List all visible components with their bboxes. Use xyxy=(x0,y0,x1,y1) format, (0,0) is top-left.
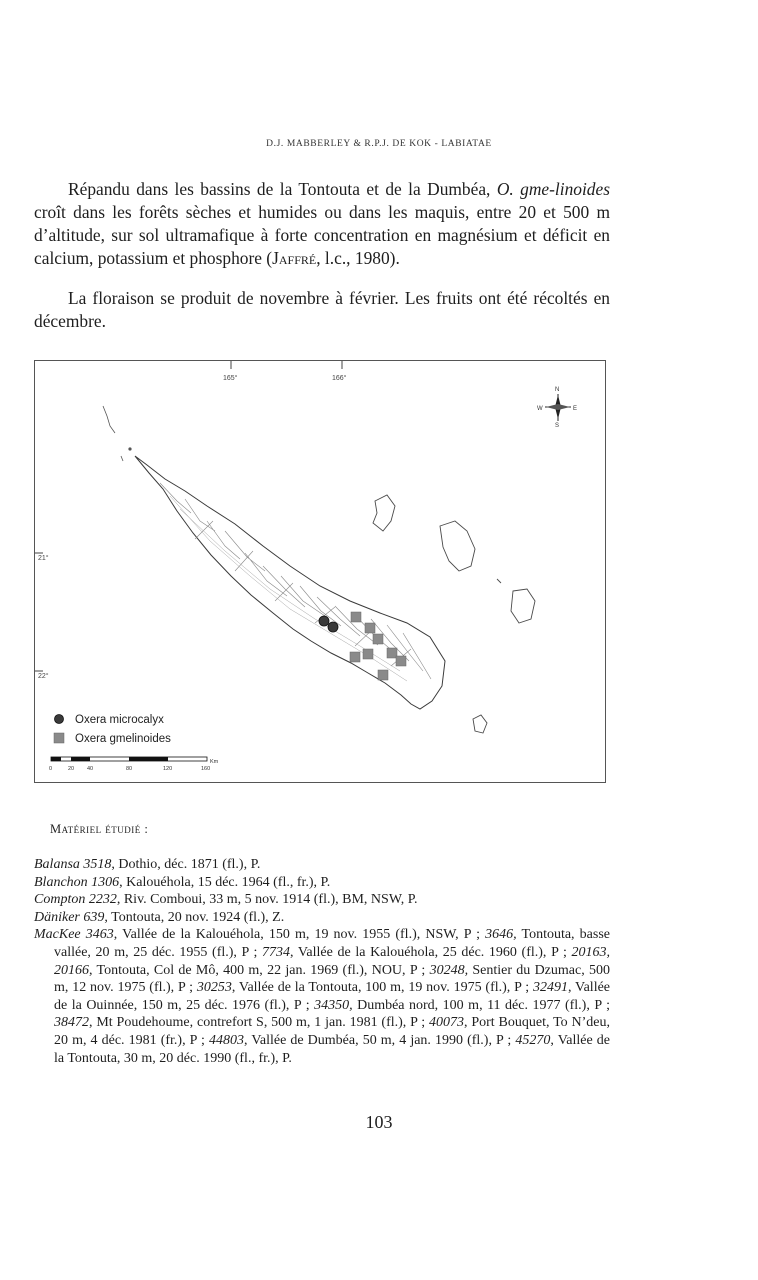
legend-marker-gmelinoides xyxy=(54,733,64,743)
lat-label-22: 22° xyxy=(38,673,49,680)
scale-tick-80: 80 xyxy=(126,766,133,772)
gmelinoides-occurrence xyxy=(365,623,375,633)
collector: Blanchon 1306 xyxy=(34,874,120,890)
northern-islets xyxy=(103,406,131,461)
p1-text-a: Répandu dans les bassins de la Tontouta et de la Dumbéa, xyxy=(68,179,497,199)
distribution-paragraph xyxy=(34,178,610,270)
scale-tick-120: 120 xyxy=(163,766,173,772)
specimen-details: , Vallée de la Ouinnée, 150 m, 25 déc. 1976 (fl.), P ; xyxy=(54,980,611,1013)
compass-n: N xyxy=(555,387,560,393)
gmelinoides-occurrence xyxy=(351,612,361,622)
specimen-details: Sentier du Dzumac, 500 m, 12 nov. 1975 (fl.), P ; xyxy=(54,962,611,996)
species-name: O. gme-linoides xyxy=(496,179,610,199)
gmelinoides-occurrence xyxy=(363,649,373,659)
specimen-entry-mackee xyxy=(34,926,610,1067)
specimen-entry xyxy=(34,909,610,927)
scale-tick-40: 40 xyxy=(87,766,94,772)
cited-author: Jaffré xyxy=(272,248,317,268)
specimen-details: , Vallée de la Kalouéhola, 25 déc. 1960 (fl.), P ; xyxy=(289,944,572,960)
microcalyx-occurrence xyxy=(328,622,338,632)
specimen-entry xyxy=(34,856,610,874)
gmelinoides-occurrence xyxy=(396,656,406,666)
lon-label-165: 165° xyxy=(223,375,238,382)
collector: Balansa 3518 xyxy=(34,857,112,872)
loyalty-islands xyxy=(373,495,535,623)
compass-e: E xyxy=(573,406,578,412)
collection-number: 34350, xyxy=(314,997,353,1013)
grande-terre-island xyxy=(135,456,445,709)
collector: Compton 2232 xyxy=(34,892,117,908)
material-heading: Matériel étudié : xyxy=(50,822,149,836)
running-header: D.J. MABBERLEY & R.P.J. DE KOK - LABIATAE xyxy=(266,139,492,149)
specimen-entry xyxy=(34,874,610,892)
p1-text-c: , l.c., 1980). xyxy=(316,248,400,268)
specimen-details: Tontouta, basse vallée, 20 m, 25 déc. 1955 (fl.), P ; xyxy=(54,927,610,960)
gmelinoides-occurrence xyxy=(350,652,360,662)
collection-number: 45270 xyxy=(515,1032,551,1048)
specimen-details: , Vallée de la Tontouta, 30 m, 20 déc. 1990 (fl., fr.), P. xyxy=(54,1032,610,1066)
scale-unit: Km xyxy=(210,759,219,765)
specimen-details: , Tontouta, 20 nov. 1924 (fl.), Z. xyxy=(104,909,285,925)
collection-number: 30253 xyxy=(196,980,232,996)
collection-number: 7734 xyxy=(261,944,290,960)
collector: MacKee 3463 xyxy=(34,927,114,943)
scale-tick-0: 0 xyxy=(49,766,53,772)
microcalyx-occurrence xyxy=(319,616,329,626)
scale-bar xyxy=(49,757,219,772)
specimen-details: Dumbéa nord, 100 m, 11 déc. 1977 (fl.), P ; xyxy=(352,997,610,1013)
scale-tick-160: 160 xyxy=(201,766,211,772)
specimen-details: , Vallée de la Kalouéhola, 150 m, 19 nov. 1955 (fl.), NSW, P ; xyxy=(113,927,486,943)
compass-w: W xyxy=(537,406,543,412)
legend-marker-microcalyx xyxy=(55,715,64,724)
collection-number: 38472 xyxy=(54,1015,89,1031)
scale-tick-20: 20 xyxy=(68,766,75,772)
specimen-entry xyxy=(34,891,610,909)
collection-number: 40073 xyxy=(429,1015,464,1031)
collector: Däniker 639 xyxy=(34,909,105,925)
specimen-details: , Mt Poudehoume, contrefort S, 500 m, 1 jan. 1981 (fl.), P ; xyxy=(89,1015,429,1031)
lon-label-166: 166° xyxy=(332,375,347,382)
specimen-details: , Kalouéhola, 15 déc. 1964 (fl., fr.), P. xyxy=(119,874,331,890)
collection-number: 3646, xyxy=(485,927,517,943)
legend-label-microcalyx: Oxera microcalyx xyxy=(75,714,164,726)
gmelinoides-occurrence xyxy=(373,634,383,644)
specimen-list xyxy=(34,856,610,1067)
collection-number: 20163, 20166 xyxy=(54,944,610,978)
p1-text-b: croît dans les forêts sèches et humides ou dans les maquis, entre 20 et 500 m d’altitude, sur sol ultramafique à forte concentration en magnésium et déficit en calcium, potassium et phosphore ( xyxy=(34,202,610,268)
collection-number: 32491 xyxy=(532,980,568,996)
compass-rose-icon xyxy=(537,387,577,429)
legend-label-gmelinoides: Oxera gmelinoides xyxy=(75,733,171,745)
specimen-details: , Riv. Comboui, 33 m, 5 nov. 1914 (fl.), BM, NSW, P. xyxy=(116,892,418,908)
compass-s: S xyxy=(555,423,560,429)
collection-number: 30248, xyxy=(429,962,469,978)
ile-des-pins xyxy=(473,715,487,733)
phenology-paragraph: La floraison se produit de novembre à février. Les fruits ont été récoltés en décembre. xyxy=(34,288,610,331)
specimen-details: , Vallée de Dumbéa, 50 m, 4 jan. 1990 (fl.), P ; xyxy=(244,1032,516,1048)
gmelinoides-occurrence xyxy=(387,648,397,658)
distribution-map xyxy=(34,360,606,783)
specimen-details: , Port Bouquet, To N’deu, 20 m, 4 déc. 1981 (fr.), P ; xyxy=(54,1015,610,1048)
gmelinoides-occurrence xyxy=(378,670,388,680)
specimen-details: , Tontouta, Col de Mô, 400 m, 22 jan. 1969 (fl.), NOU, P ; xyxy=(89,962,430,978)
lat-label-21: 21° xyxy=(38,555,49,562)
collection-number: 44803 xyxy=(209,1032,244,1048)
page-number: 103 xyxy=(365,1112,393,1132)
specimen-details: , Vallée de la Tontouta, 100 m, 19 nov. 1975 (fl.), P ; xyxy=(231,980,533,996)
specimen-details: , Dothio, déc. 1871 (fl.), P. xyxy=(111,857,261,872)
